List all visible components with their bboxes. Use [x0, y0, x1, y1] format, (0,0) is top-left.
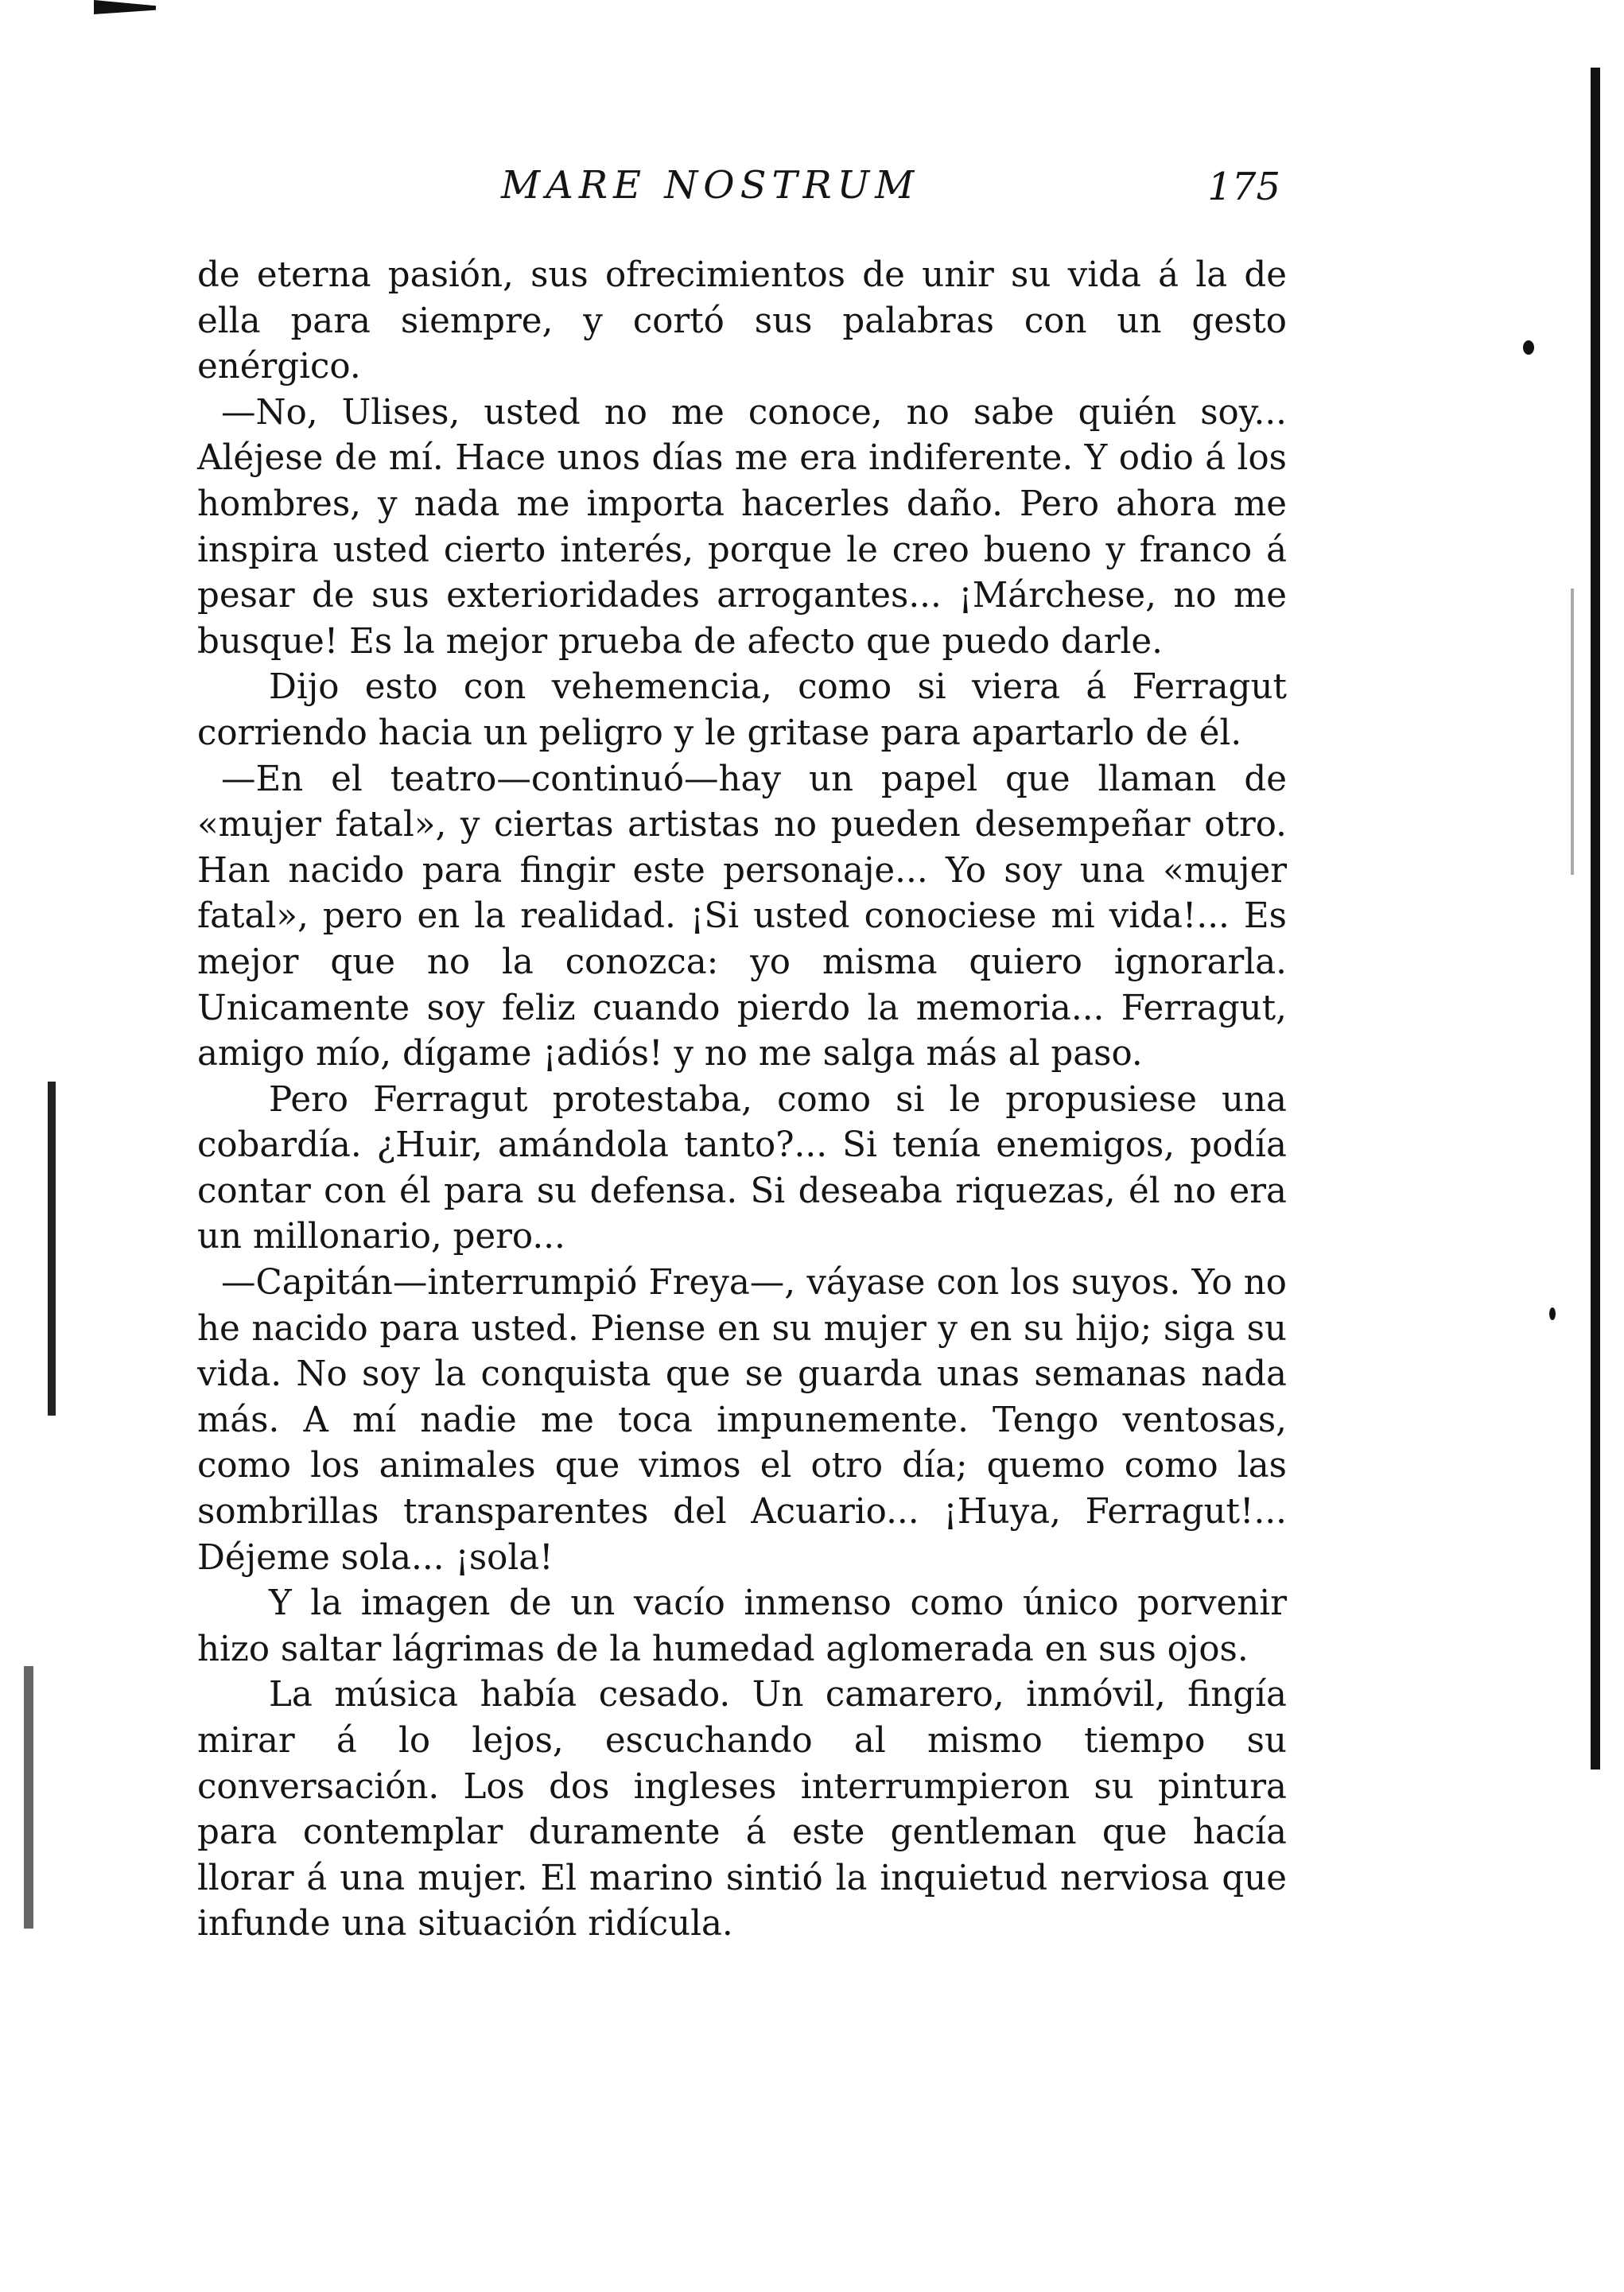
- paragraph: de eterna pasión, sus ofrecimientos de unir su vida á la de ella para siempre, y cortó sus palabras con un gesto enérgico.: [197, 255, 1287, 387]
- running-header: [199, 163, 1280, 219]
- running-title: MARE NOSTRUM: [501, 163, 920, 208]
- paragraph: Y la imagen de un vacío inmenso como único porvenir hizo saltar lágrimas de la humedad aglomerada en sus ojos.: [197, 1583, 1287, 1669]
- paragraph: Pero Ferragut protestaba, como si le propusiese una cobardía. ¿Huir, amándola tanto?... Si tenía enemigos, podía contar con él para su defensa. Si deseaba riquezas, él no era un millonario, pero...: [197, 1079, 1287, 1257]
- page-number: 175: [1207, 165, 1280, 209]
- paragraph: Dijo esto con vehemencia, como si viera á Ferragut corriendo hacia un peligro y le gritase para apartarlo de él.: [197, 667, 1287, 753]
- paragraph: La música había cesado. Un camarero, inmóvil, fingía mirar á lo lejos, escuchando al mismo tiempo su conversación. Los dos ingleses interrumpieron su pintura para contemplar duramente á este gentleman que hacía llorar á una mujer. El marino sintió la inquietud nerviosa que infunde una situación ridícula.: [197, 1675, 1287, 1944]
- ink-speck: [1549, 1307, 1556, 1320]
- scan-edge-shadow-left-lower: [24, 1666, 33, 1929]
- scan-edge-shadow-right-faint: [1571, 589, 1574, 875]
- ink-speck: [1523, 340, 1534, 355]
- paragraph: —En el teatro—continuó—hay un papel que llaman de «mujer fatal», y ciertas artistas no pueden desempeñar otro. Han nacido para fingir este personaje... Yo soy una «mujer fatal», pero en la realidad. ¡Si usted conociese mi vida!... Es mejor que no la conozca: yo misma quiero ignorarla. Unicamente soy feliz cuando pierdo la memoria... Ferragut, amigo mío, dígame ¡adiós! y no me salga más al paso.: [197, 759, 1287, 1074]
- paragraph: —Capitán—interrumpió Freya—, váyase con los suyos. Yo no he nacido para usted. Piense en su mujer y en su hijo; siga su vida. No soy la conquista que se guarda unas semanas nada más. A mí nadie me toca impunemente. Tengo ventosas, como los animales que vimos el otro día; quemo como las sombrillas transparentes del Acuario... ¡Huya, Ferragut!... Déjeme sola... ¡sola!: [197, 1263, 1287, 1578]
- scan-edge-shadow-right: [1591, 68, 1600, 1770]
- scan-corner-mark: [94, 0, 156, 14]
- body-text: [197, 253, 1287, 1948]
- scan-edge-shadow-left: [48, 1082, 56, 1416]
- paragraph: —No, Ulises, usted no me conoce, no sabe quién soy... Aléjese de mí. Hace unos días me era indiferente. Y odio á los hombres, y nada me importa hacerles daño. Pero ahora me inspira usted cierto interés, porque le creo bueno y franco á pesar de sus exterioridades arrogantes... ¡Márchese, no me busque! Es la mejor prueba de afecto que puedo darle.: [197, 392, 1287, 662]
